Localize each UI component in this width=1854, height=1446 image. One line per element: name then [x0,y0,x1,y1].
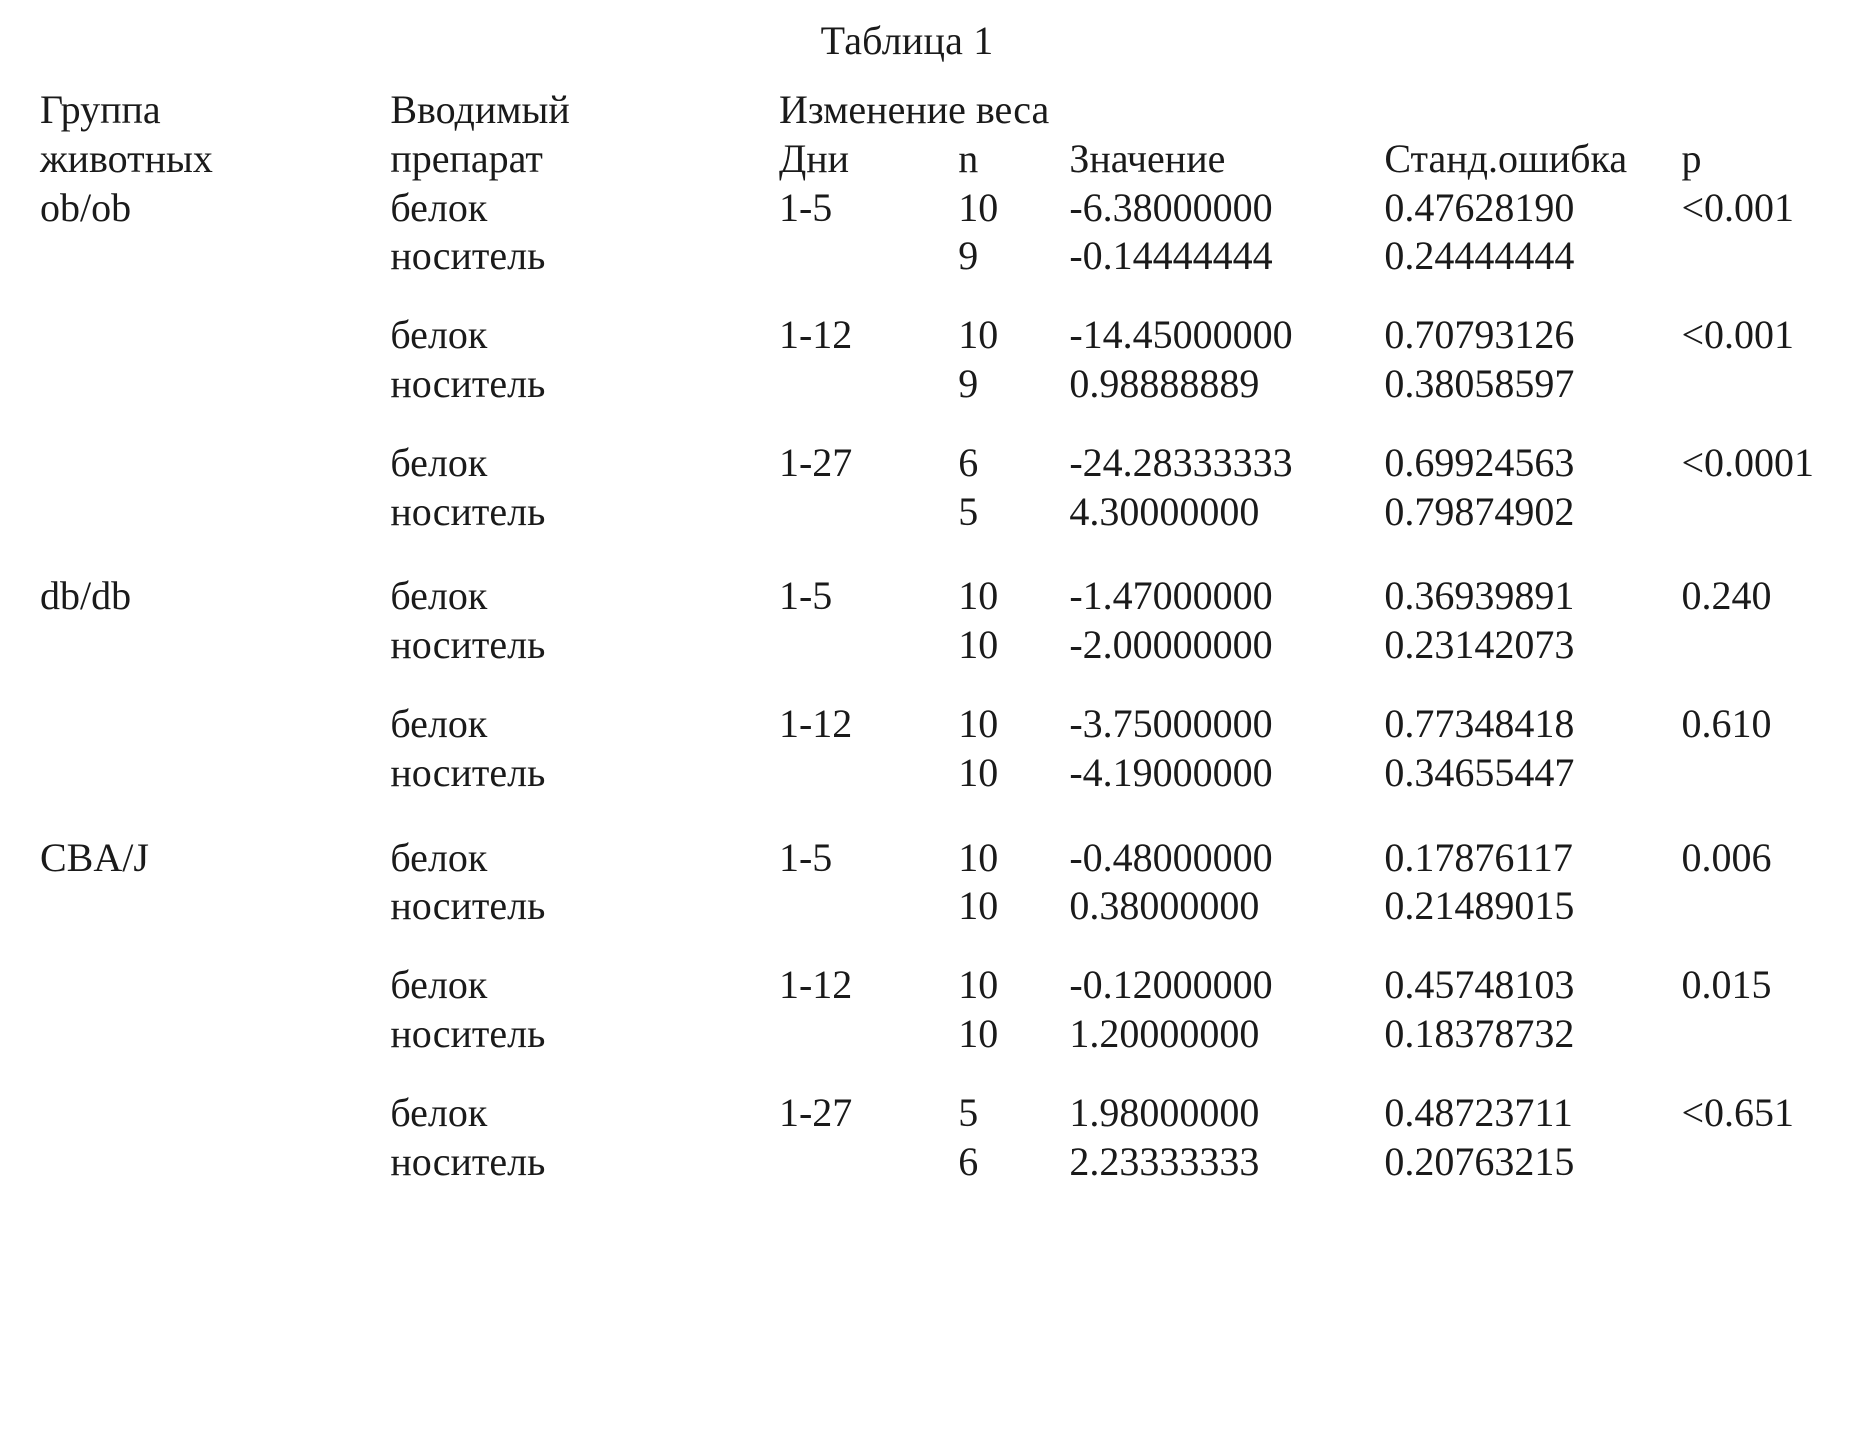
table-row [40,882,1814,931]
cell-n: 10 [958,883,999,929]
cell-drug: носитель [390,233,546,279]
header-days: Дни [778,135,850,181]
cell-n: 10 [958,573,999,619]
cell-group [40,882,390,931]
cell-drug: носитель [390,488,546,534]
cell-std-error: 0.20763215 [1384,1138,1575,1184]
cell-std-error: 0.45748103 [1384,962,1575,1008]
cell-days [779,882,958,931]
header-group-line1: Группа [40,87,161,132]
cell-std-error: 0.17876117 [1384,834,1573,880]
cell-group [40,1059,390,1138]
header-group-line2: животных [40,135,213,181]
cell-value: -0.48000000 [1069,834,1273,880]
cell-p: <0.0001 [1681,439,1814,485]
cell-days: 1-27 [778,439,853,485]
cell-n: 10 [958,184,999,230]
cell-group [40,749,390,798]
cell-group [40,360,390,409]
cell-value: 0.98888889 [1069,360,1260,406]
cell-days: 1-5 [778,184,833,230]
cell-p [1681,882,1814,931]
cell-value: -14.45000000 [1069,312,1293,358]
cell-value: 0.38000000 [1069,883,1260,929]
cell-n: 5 [958,1089,979,1135]
cell-days: 1-5 [778,573,833,619]
cell-days: 1-12 [778,962,853,1008]
cell-p: 0.015 [1681,962,1772,1008]
cell-value: 2.23333333 [1069,1138,1260,1184]
cell-p: 0.610 [1681,700,1772,746]
cell-drug: белок [390,312,488,358]
cell-n: 5 [958,488,979,534]
cell-days [779,360,958,409]
table-row [40,670,1814,749]
table-caption: Таблица 1 [820,18,994,63]
cell-std-error: 0.70793126 [1384,312,1575,358]
cell-value: -1.47000000 [1069,573,1273,619]
table-row [40,1138,1814,1187]
cell-group [40,621,390,670]
cell-drug: белок [390,834,488,880]
table-row [40,184,1814,233]
cell-std-error: 0.38058597 [1384,360,1575,406]
table-row [40,409,1814,488]
header-drug-line2: препарат [390,135,543,181]
cell-drug: белок [390,184,488,230]
cell-p: <0.001 [1681,184,1794,230]
cell-n: 6 [958,1138,979,1184]
cell-n: 9 [958,360,979,406]
cell-days [779,488,958,537]
cell-drug: белок [390,573,488,619]
cell-n: 10 [958,834,999,880]
cell-p [1681,621,1814,670]
cell-group: CBA/J [40,834,149,880]
cell-days [779,749,958,798]
cell-value: -0.12000000 [1069,962,1273,1008]
cell-value: -3.75000000 [1069,700,1273,746]
cell-p [1681,749,1814,798]
cell-group [40,931,390,1010]
header-weight-change: Изменение веса [778,87,1050,132]
cell-value: 4.30000000 [1069,488,1260,534]
table-row [40,360,1814,409]
cell-drug: белок [390,962,488,1008]
cell-n: 10 [958,962,999,1008]
cell-group [40,281,390,360]
cell-std-error: 0.21489015 [1384,883,1575,929]
cell-days [779,621,958,670]
cell-std-error: 0.34655447 [1384,749,1575,795]
cell-group [40,1138,390,1187]
cell-drug: носитель [390,749,546,795]
cell-n: 10 [958,700,999,746]
cell-n: 10 [958,312,999,358]
cell-days: 1-12 [778,312,853,358]
cell-std-error: 0.69924563 [1384,439,1575,485]
cell-std-error: 0.18378732 [1384,1010,1575,1056]
cell-p: 0.240 [1681,573,1772,619]
cell-drug: носитель [390,883,546,929]
cell-group [40,488,390,537]
cell-group: ob/ob [40,184,132,230]
cell-p: <0.651 [1681,1089,1794,1135]
cell-value: 1.20000000 [1069,1010,1260,1056]
cell-value: -4.19000000 [1069,749,1273,795]
cell-p [1681,1010,1814,1059]
table-row [40,798,1814,883]
cell-drug: белок [390,439,488,485]
cell-drug: носитель [390,622,546,668]
cell-drug: белок [390,700,488,746]
cell-days [779,1010,958,1059]
cell-std-error: 0.77348418 [1384,700,1575,746]
header-n: n [958,135,979,181]
cell-p [1681,1138,1814,1187]
table-row [40,488,1814,537]
cell-drug: носитель [390,1138,546,1184]
cell-n: 10 [958,1010,999,1056]
cell-std-error: 0.23142073 [1384,622,1575,668]
header-std-error: Станд.ошибка [1384,135,1628,181]
cell-value: -24.28333333 [1069,439,1293,485]
cell-days [779,1138,958,1187]
table-row [40,1059,1814,1138]
cell-group [40,232,390,281]
cell-p: 0.006 [1681,834,1772,880]
header-spacer [1681,86,1814,135]
cell-std-error: 0.36939891 [1384,573,1575,619]
cell-std-error: 0.24444444 [1384,233,1575,279]
cell-std-error: 0.48723711 [1384,1089,1573,1135]
table-row [40,232,1814,281]
table-row [40,931,1814,1010]
cell-n: 9 [958,233,979,279]
table-row [40,621,1814,670]
cell-value: 1.98000000 [1069,1089,1260,1135]
header-p: p [1681,135,1702,181]
cell-drug: носитель [390,360,546,406]
table-body [40,184,1814,1187]
cell-group [40,1010,390,1059]
cell-days: 1-12 [778,700,853,746]
cell-days: 1-27 [778,1089,853,1135]
cell-p [1681,360,1814,409]
weight-change-table [40,86,1814,1186]
table-header [40,86,1814,184]
cell-drug: белок [390,1089,488,1135]
header-row-1 [40,86,1814,135]
cell-p [1681,488,1814,537]
cell-drug: носитель [390,1010,546,1056]
cell-value: -6.38000000 [1069,184,1273,230]
cell-p: <0.001 [1681,312,1794,358]
cell-value: -0.14444444 [1069,233,1273,279]
cell-days: 1-5 [778,834,833,880]
cell-group: db/db [40,573,132,619]
cell-p [1681,232,1814,281]
header-drug-line1: Вводимый [390,87,570,132]
cell-group [40,670,390,749]
table-row [40,1010,1814,1059]
cell-days [779,232,958,281]
header-row-2 [40,135,1814,184]
cell-std-error: 0.79874902 [1384,488,1575,534]
cell-n: 10 [958,622,999,668]
cell-std-error: 0.47628190 [1384,184,1575,230]
cell-n: 10 [958,749,999,795]
cell-value: -2.00000000 [1069,622,1273,668]
cell-n: 6 [958,439,979,485]
table-row [40,536,1814,621]
cell-group [40,409,390,488]
header-value: Значение [1069,135,1226,181]
table-row [40,281,1814,360]
table-row [40,749,1814,798]
